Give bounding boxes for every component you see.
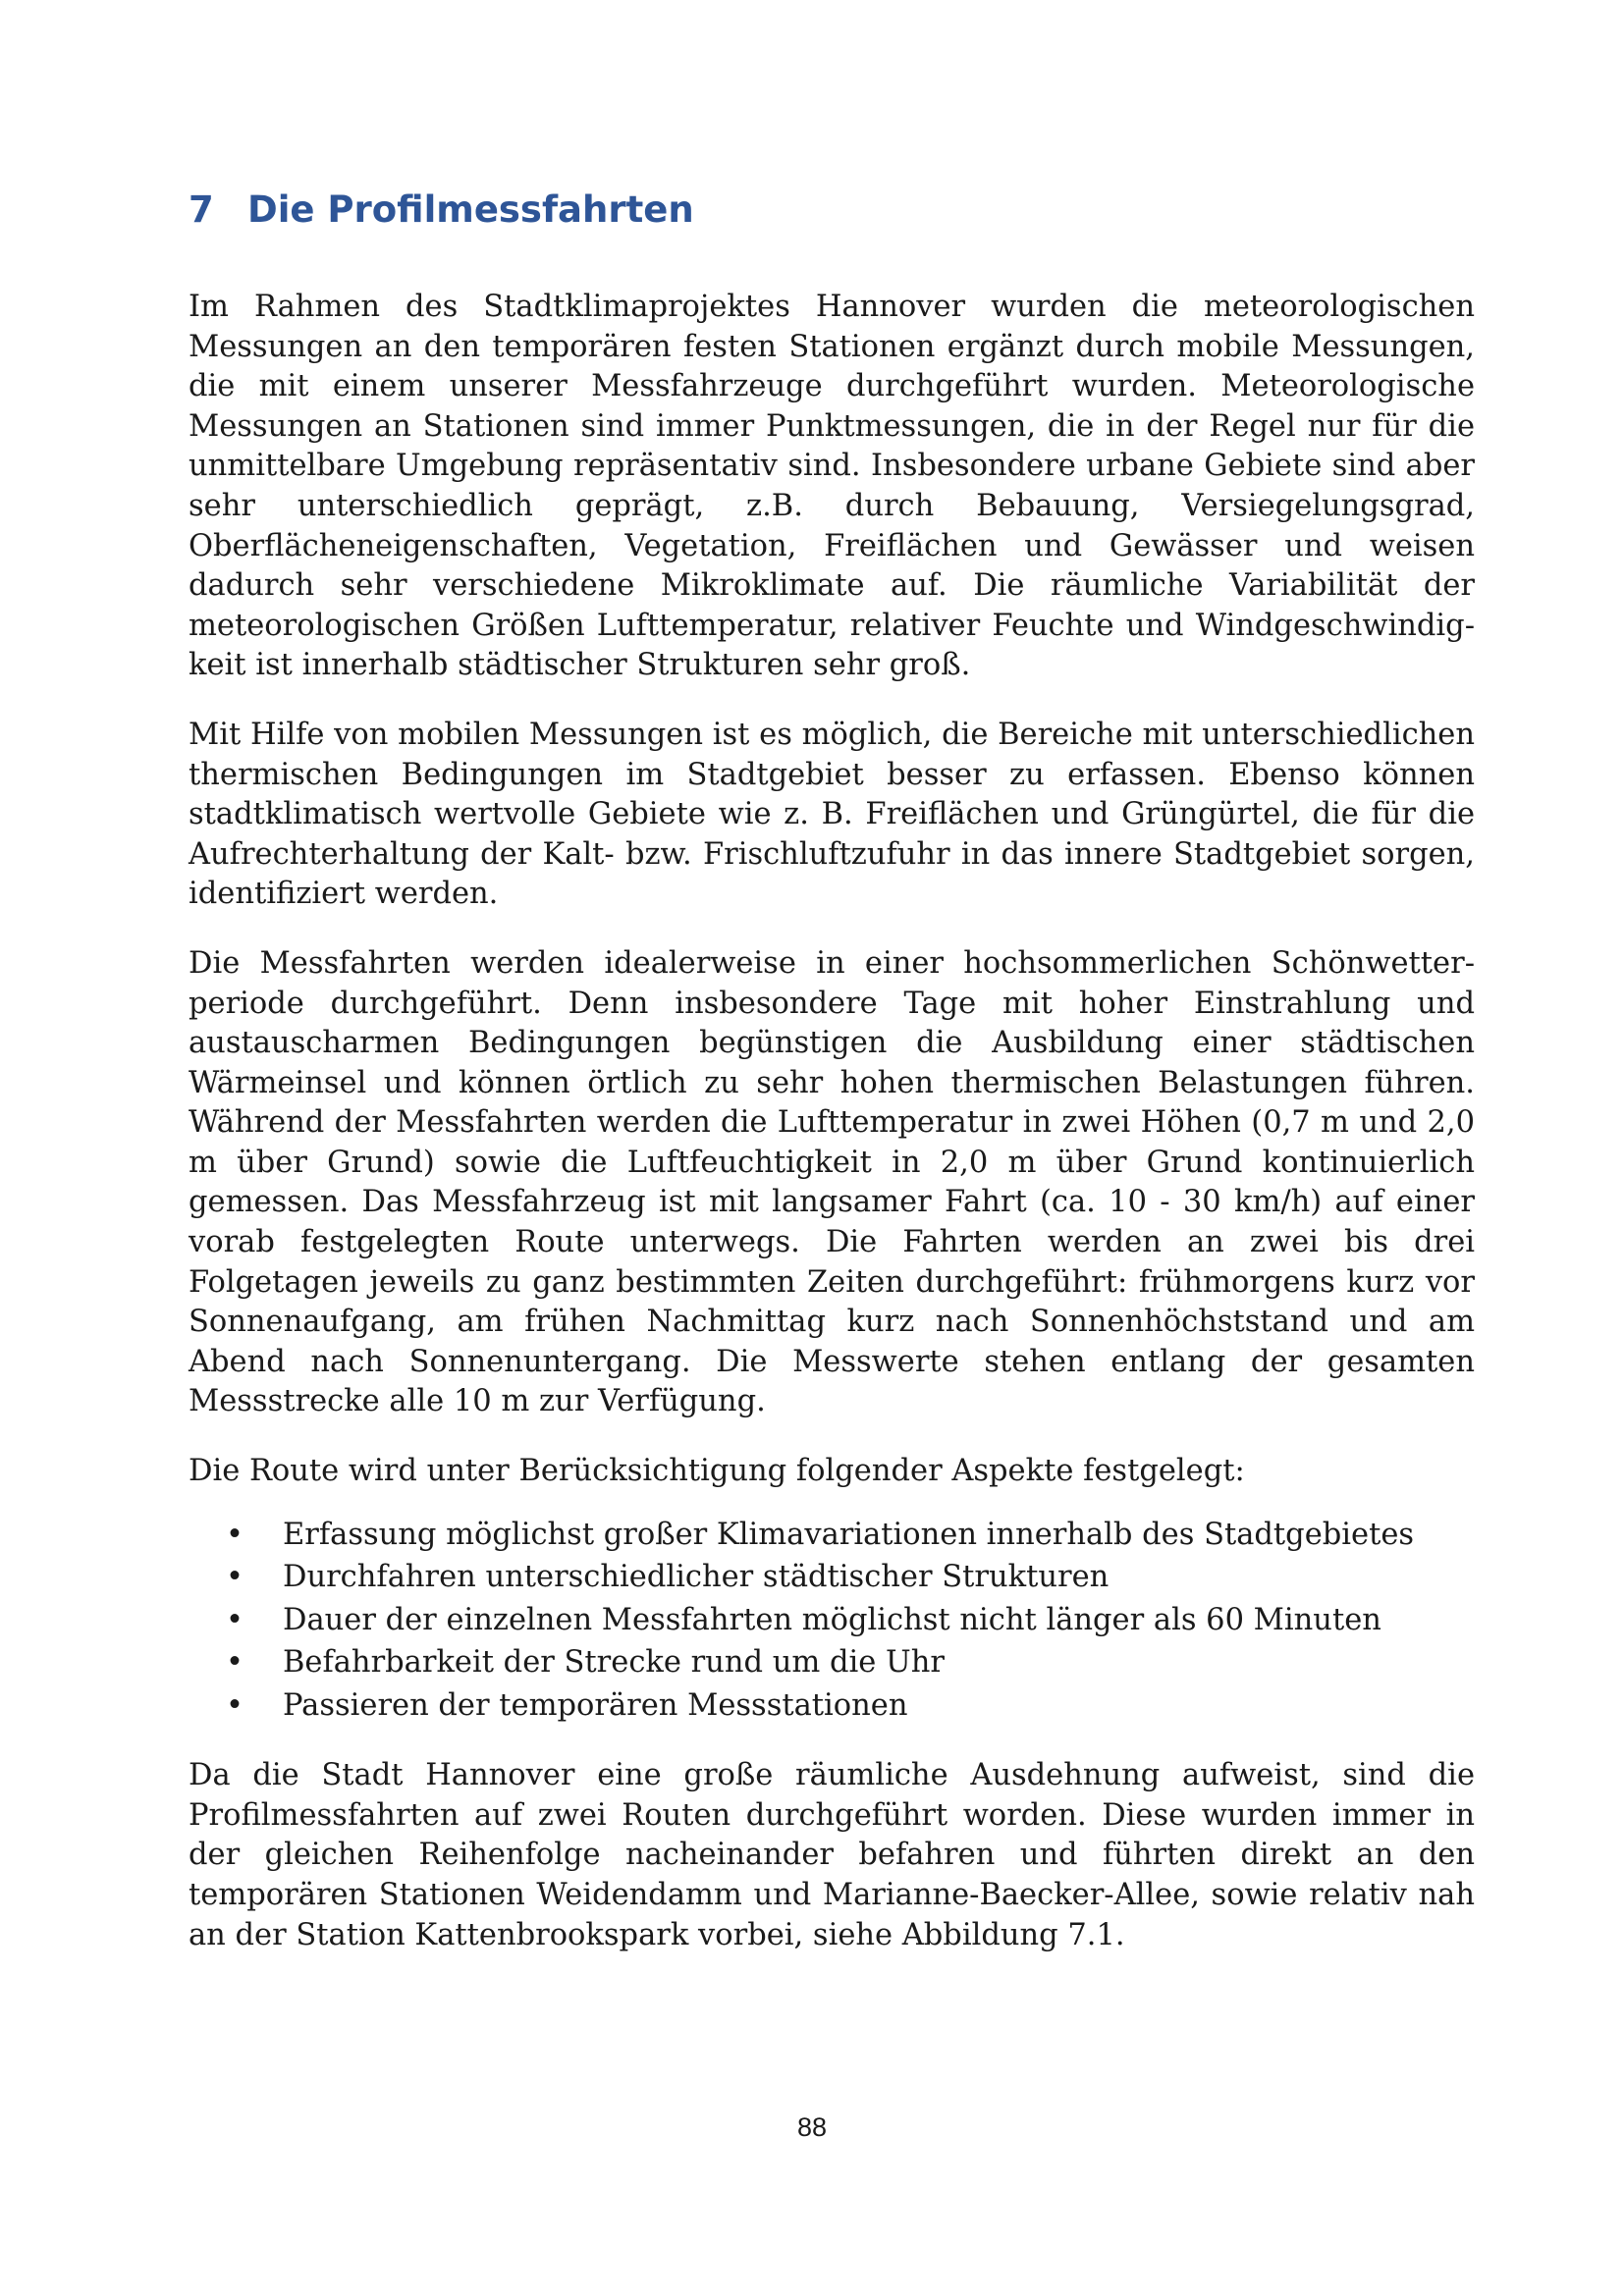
- list-item: [189, 1514, 1475, 1557]
- bullet-icon: •: [226, 1517, 244, 1552]
- section-number: 7: [189, 188, 214, 231]
- closing-paragraph: Da die Stadt Hannover eine große räumliche Ausdehnung aufweist, sind die Profilmessfahrten auf zwei Routen durchgeführt worden. Diese wurden immer in der gleichen Reihenfolge nacheinander befahren und führten direkt an den temporären Stationen Weidendamm und Marianne-Baecker-Allee, sowie relativ nah an der Station Kattenbrookspark vorbei, siehe Abbildung 7.1.: [189, 1758, 1475, 1952]
- section-heading: [189, 187, 1475, 234]
- list-item: [189, 1556, 1475, 1599]
- list-item-text: Durchfahren unterschiedlicher städtischer Strukturen: [283, 1560, 1110, 1595]
- bullet-icon: •: [226, 1645, 244, 1681]
- section-title: Die Profilmessfahrten: [247, 188, 694, 231]
- bullet-icon: •: [226, 1687, 244, 1723]
- list-intro: Die Route wird unter Berücksichtigung folgender Aspekte festgelegt:: [189, 1454, 1245, 1489]
- list-item-text: Befahrbarkeit der Strecke rund um die Uhr: [283, 1645, 945, 1681]
- list-item: [189, 1684, 1475, 1728]
- list-item-text: Passieren der temporären Messstationen: [283, 1687, 908, 1723]
- bullet-icon: •: [226, 1602, 244, 1637]
- list-item: [189, 1599, 1475, 1642]
- aspect-list: [189, 1514, 1475, 1728]
- paragraph-3: Die Messfahrten werden idealerweise in einer hochsommerlichen Schönwetterperiode durchgeführt. Denn insbesondere Tage mit hoher Einstrahlung und austauscharmen Bedingungen begünstigen die Ausbildung einer städtischen Wärmeinsel und können örtlich zu sehr hohen thermischen Belastungen führen. Während der Messfahrten werden die Lufttemperatur in zwei Höhen (0,7 m und 2,0 m über Grund) sowie die Luftfeuchtigkeit in 2,0 m über Grund kontinuierlich gemessen. Das Messfahrzeug ist mit langsamer Fahrt (ca. 10 - 30 km/h) auf einer vorab festgelegten Route unterwegs. Die Fahrten werden an zwei bis drei Folgetagen jeweils zu ganz bestimmten Zeiten durchgeführt: frühmorgens kurz vor Sonnenaufgang, am frühen Nachmittag kurz nach Sonnenhöchststand und am Abend nach Sonnenuntergang. Die Messwerte stehen entlang der gesamten Messstrecke alle 10 m zur Verfügung.: [189, 945, 1475, 1419]
- list-item-text: Erfassung möglichst großer Klimavariationen innerhalb des Stadtgebietes: [283, 1517, 1415, 1552]
- page-number: 88: [796, 2112, 828, 2142]
- page-content: [189, 187, 1475, 1985]
- bullet-icon: •: [226, 1560, 244, 1595]
- paragraph-1: Im Rahmen des Stadtklimaprojektes Hannover wurden die meteorologischen Messungen an den temporären festen Stationen ergänzt durch mobile Messungen, die mit einem unserer Messfahrzeuge durchgeführt wurden. Meteorologische Messungen an Stationen sind immer Punktmessungen, die in der Regel nur für die unmittelbare Umgebung repräsentativ sind. Insbesondere urbane Gebiete sind aber sehr unterschiedlich geprägt, z.B. durch Bebauung, Versiegelungsgrad, Oberflächeneigenschaften, Vegetation, Freiflächen und Gewässer und weisen dadurch sehr verschiedene Mikroklimate auf. Die räumliche Variabilität der meteorologischen Größen Lufttemperatur, relativer Feuchte und Windgeschwindigkeit ist innerhalb städtischer Strukturen sehr groß.: [189, 290, 1475, 683]
- list-item: [189, 1641, 1475, 1684]
- paragraph-2: Mit Hilfe von mobilen Messungen ist es möglich, die Bereiche mit unterschiedlichen thermischen Bedingungen im Stadtgebiet besser zu erfassen. Ebenso können stadtklimatisch wertvolle Gebiete wie z. B. Freiflächen und Grüngürtel, die für die Aufrechterhaltung der Kalt- bzw. Frischluftzufuhr in das innere Stadtgebiet sorgen, identifiziert werden.: [189, 717, 1475, 912]
- list-item-text: Dauer der einzelnen Messfahrten möglichst nicht länger als 60 Minuten: [283, 1602, 1381, 1637]
